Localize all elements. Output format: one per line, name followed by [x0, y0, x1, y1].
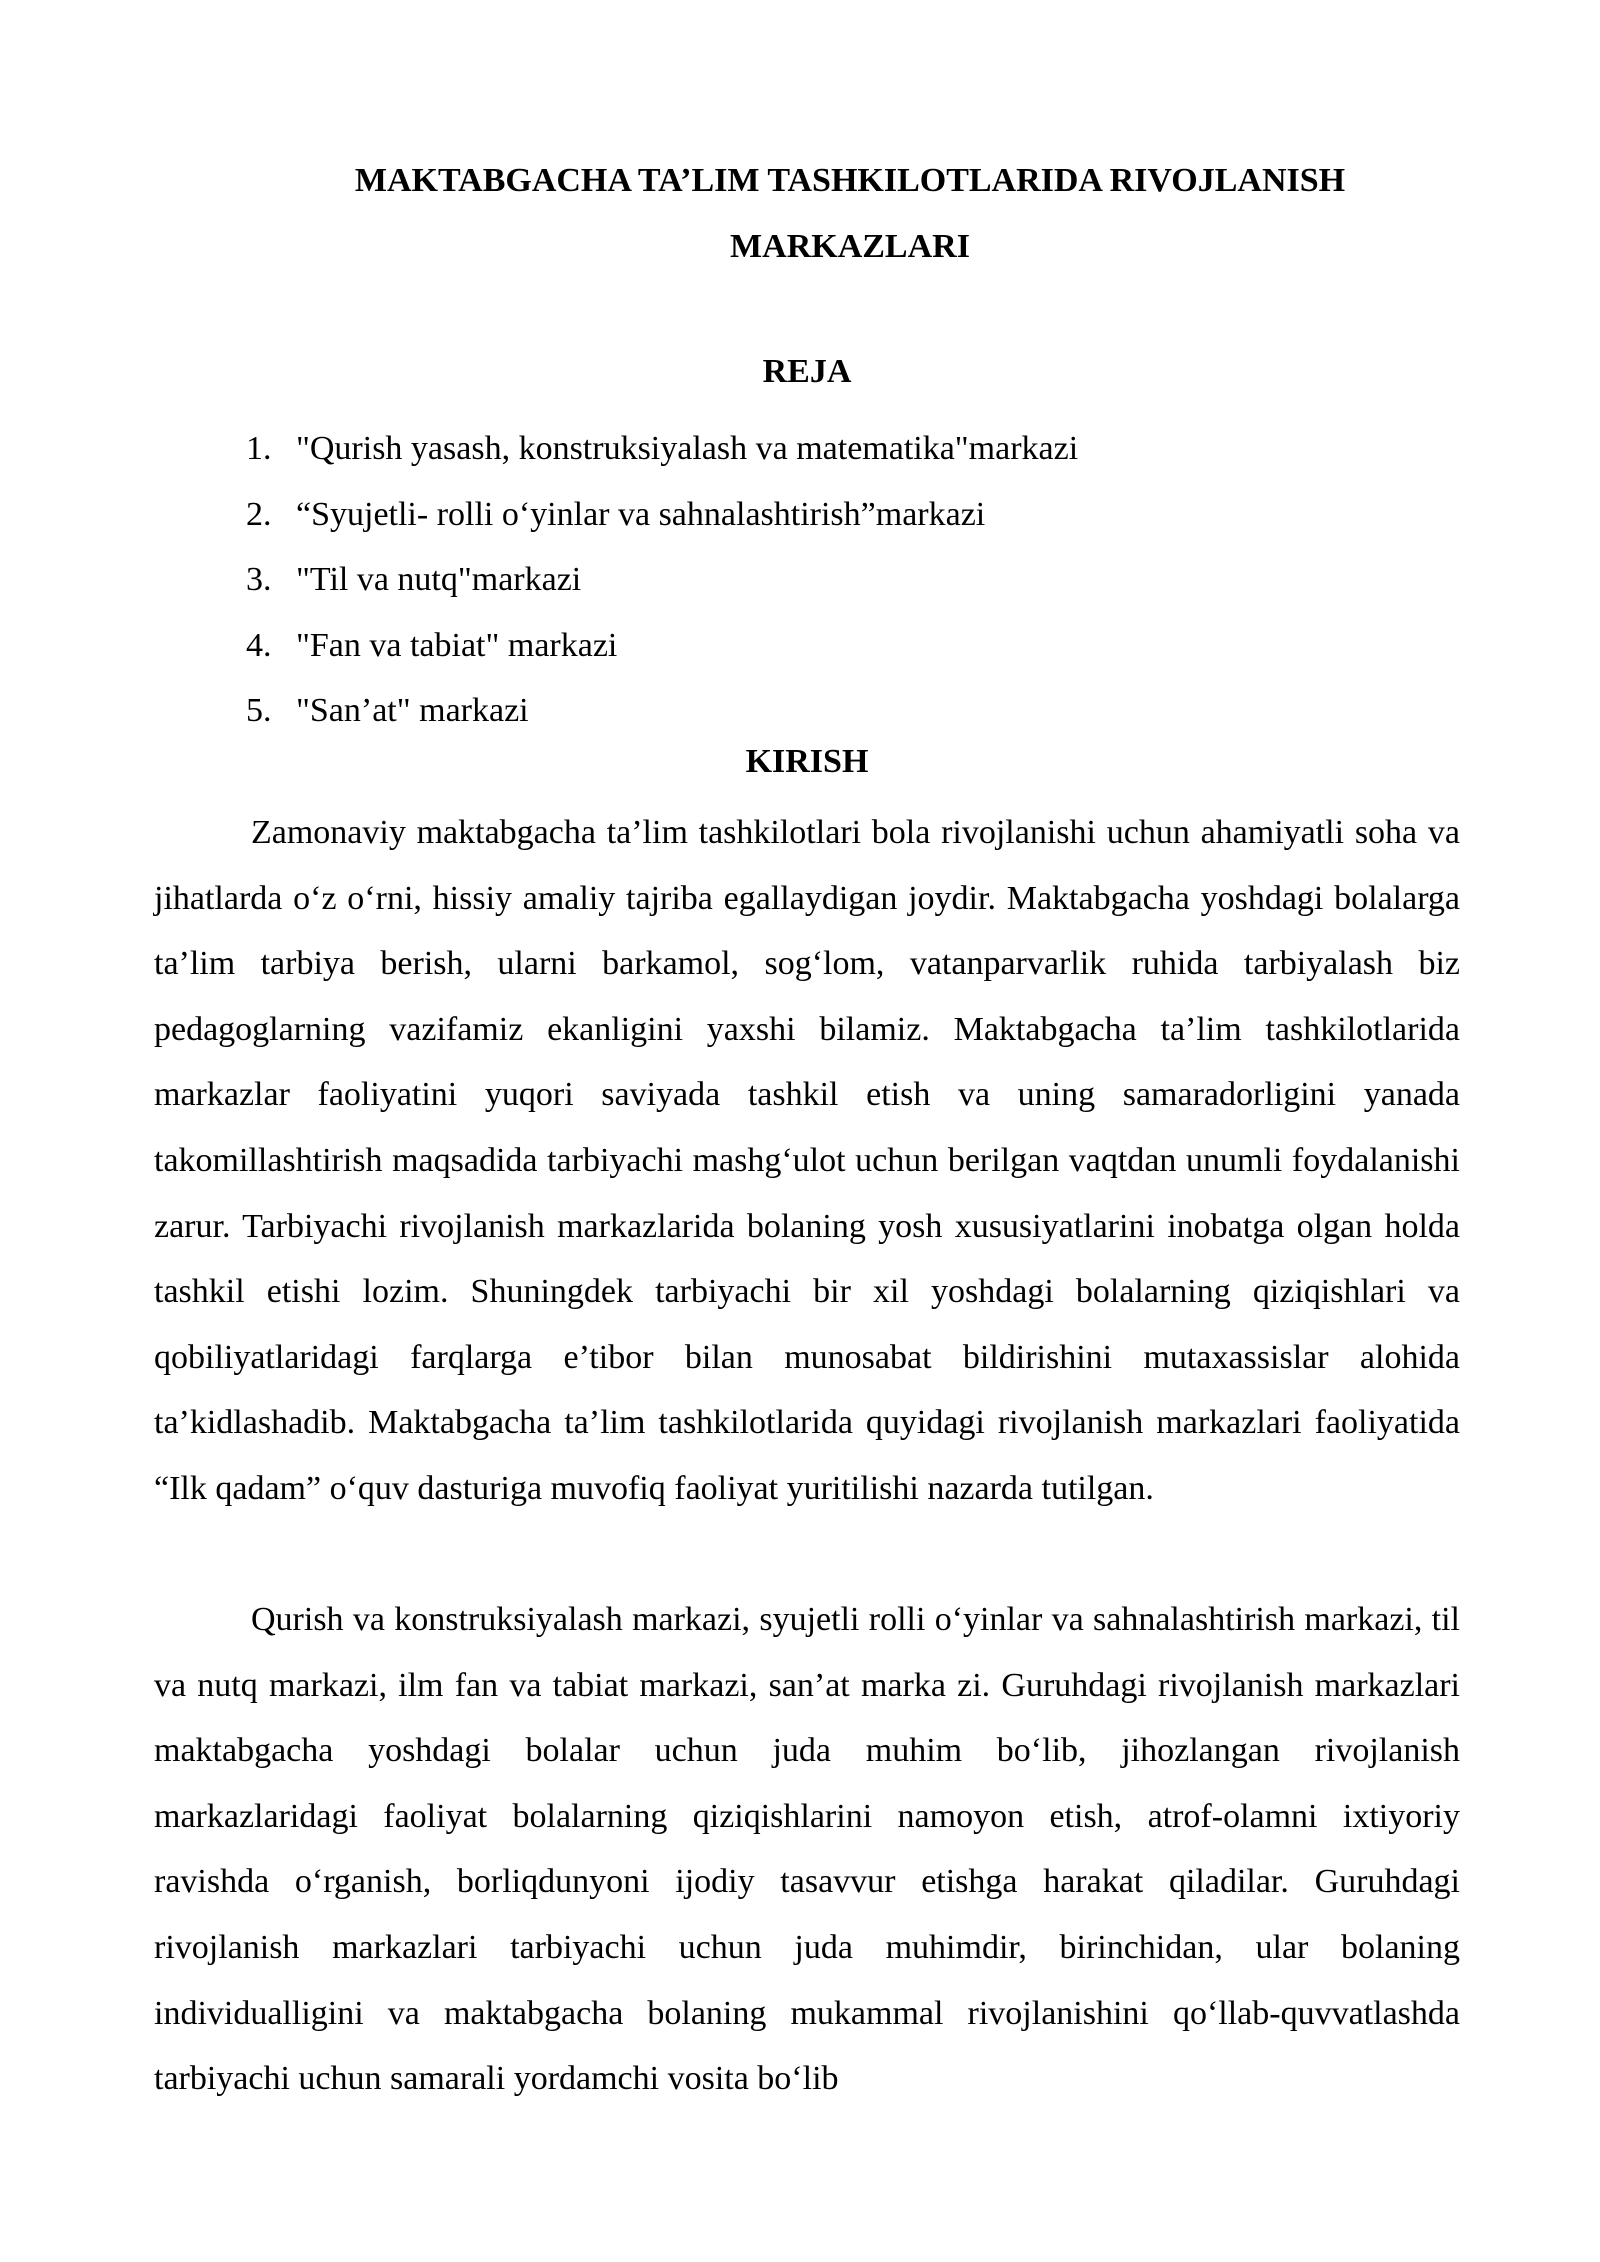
plan-item-text: "Til va nutq"markazi: [296, 561, 582, 598]
plan-item: [246, 613, 1078, 679]
plan-heading: REJA: [762, 353, 852, 390]
plan-item-number: 2.: [246, 495, 272, 533]
plan-item: [246, 678, 1078, 744]
plan-item-text: "San’at" markazi: [296, 692, 529, 729]
plan-item-number: 3.: [246, 561, 272, 598]
plan-item-text: "Qurish yasash, konstruksiyalash va matematika"markazi: [296, 430, 1079, 467]
plan-item: [246, 482, 1078, 548]
plan-item-number: 1.: [246, 430, 272, 467]
intro-heading: KIRISH: [745, 743, 869, 780]
plan-item-number: 5.: [246, 692, 272, 729]
plan-item-text: "Fan va tabiat" markazi: [296, 626, 618, 664]
document-title: MAKTABGACHA TA’LIM TASHKILOTLARIDA RIVOJLANISH MARKAZLARI: [354, 162, 1346, 265]
plan-item-text: “Syujetli- rolli o‘yinlar va sahnalashtirish”markazi: [296, 495, 986, 533]
plan-item-number: 4.: [246, 626, 272, 664]
centers-paragraph: Qurish va konstruksiyalash markazi, syujetli rolli o‘yinlar va sahnalashtirish markazi, til va nutq markazi, ilm fan va tabiat markazi, san’at marka zi. Guruhdagi rivojlanish markazlari maktabgacha yoshdagi bolalar uchun juda muhim bo‘lib, jihozlangan rivojlanish markazlaridagi faoliyat bolalarning qiziqishlarini namoyon etish, atrof-olamni ixtiyoriy ravishda o‘rganish, borliqdunyoni ijodiy tasavvur etishga harakat qiladilar. Guruhdagi rivojlanish markazlari tarbiyachi uchun juda muhimdir, birinchidan, ular bolaning individualligini va maktabgacha bolaning mukammal rivojlanishini qo‘llab-quvvatlashda tarbiyachi uchun samarali yordamchi vosita bo‘lib: [154, 1601, 1460, 2098]
plan-item: [246, 547, 1078, 613]
plan-list: [246, 416, 1078, 744]
intro-paragraph: Zamonaviy maktabgacha ta’lim tashkilotlari bola rivojlanishi uchun ahamiyatli soha va jihatlarda o‘z o‘rni, hissiy amaliy tajriba egallaydigan joydir. Maktabgacha yoshdagi bolalarga ta’lim tarbiya berish, ularni barkamol, sog‘lom, vatanparvarlik ruhida tarbiyalash biz pedagoglarning vazifamiz ekanligini yaxshi bilamiz. Maktabgacha ta’lim tashkilotlarida markazlar faoliyatini yuqori saviyada tashkil etish va uning samaradorligini yanada takomillashtirish maqsadida tarbiyachi mashg‘ulot uchun berilgan vaqtdan unumli foydalanishi zarur. Tarbiyachi rivojlanish markazlarida bolaning yosh xususiyatlarini inobatga olgan holda tashkil etishi lozim. Shuningdek tarbiyachi bir xil yoshdagi bolalarning qiziqishlari va qobiliyatlaridagi farqlarga e’tibor bilan munosabat bildirishini mutaxassislar alohida ta’kidlashadib. Maktabgacha ta’lim tashkilotlarida quyidagi rivojlanish markazlari faoliyatida “Ilk qadam” o‘quv dasturiga muvofiq faoliyat yuritilishi nazarda tutilgan.: [154, 814, 1460, 1507]
plan-item: [246, 416, 1078, 482]
